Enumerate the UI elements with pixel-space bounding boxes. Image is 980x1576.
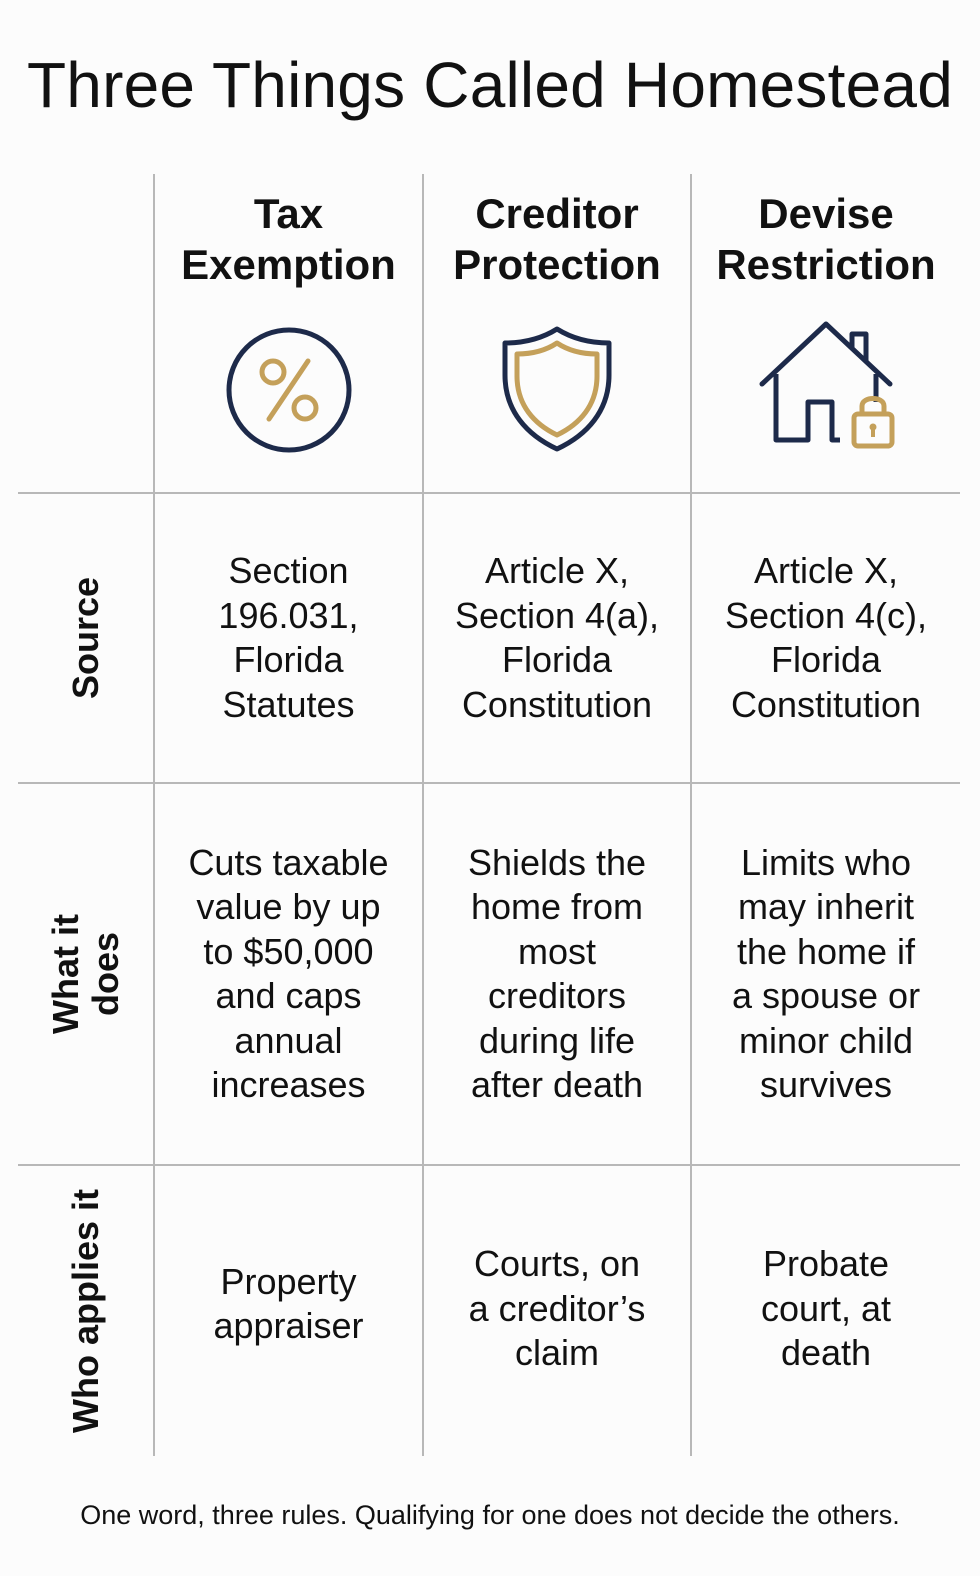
house-lock-icon — [756, 320, 896, 460]
cell-who-tax: Property appraiser — [213, 1260, 364, 1346]
row-label-who-applies-it: Who applies it — [65, 1188, 107, 1434]
percent-circle-icon — [219, 320, 359, 460]
cell-who-devise: Probate court, at death — [760, 1243, 892, 1374]
cell-what-devise: Limits who may inherit the home if a spouse or minor child survives — [731, 841, 921, 1105]
cell-source-tax: Section 196.031, Florida Statutes — [218, 550, 359, 725]
column-header-tax-exemption — [155, 174, 422, 492]
footer-note: One word, three rules. Qualifying for one does not decide the others. — [80, 1500, 900, 1530]
cell-source-creditor: Article X, Section 4(a), Florida Constitution — [454, 550, 660, 725]
row-label-what-it-does: What it does — [44, 914, 126, 1034]
cell-what-creditor: Shields the home from most creditors during life after death — [467, 841, 647, 1105]
page-title: Three Things Called Homestead — [27, 49, 953, 121]
column-title: Tax Exemption — [181, 190, 396, 288]
row-label-source: Source — [64, 576, 106, 700]
cell-source-devise: Article X, Section 4(c), Florida Constitution — [724, 550, 928, 725]
column-title: Creditor Protection — [453, 190, 661, 288]
column-header-creditor-protection — [424, 174, 690, 492]
shield-icon — [487, 320, 627, 460]
column-title: Devise Restriction — [716, 190, 936, 288]
comparison-table — [18, 174, 960, 1456]
column-header-devise-restriction — [692, 174, 960, 492]
cell-who-creditor: Courts, on a creditor’s claim — [468, 1243, 646, 1374]
cell-what-tax: Cuts taxable value by up to $50,000 and caps annual increases — [188, 841, 389, 1105]
